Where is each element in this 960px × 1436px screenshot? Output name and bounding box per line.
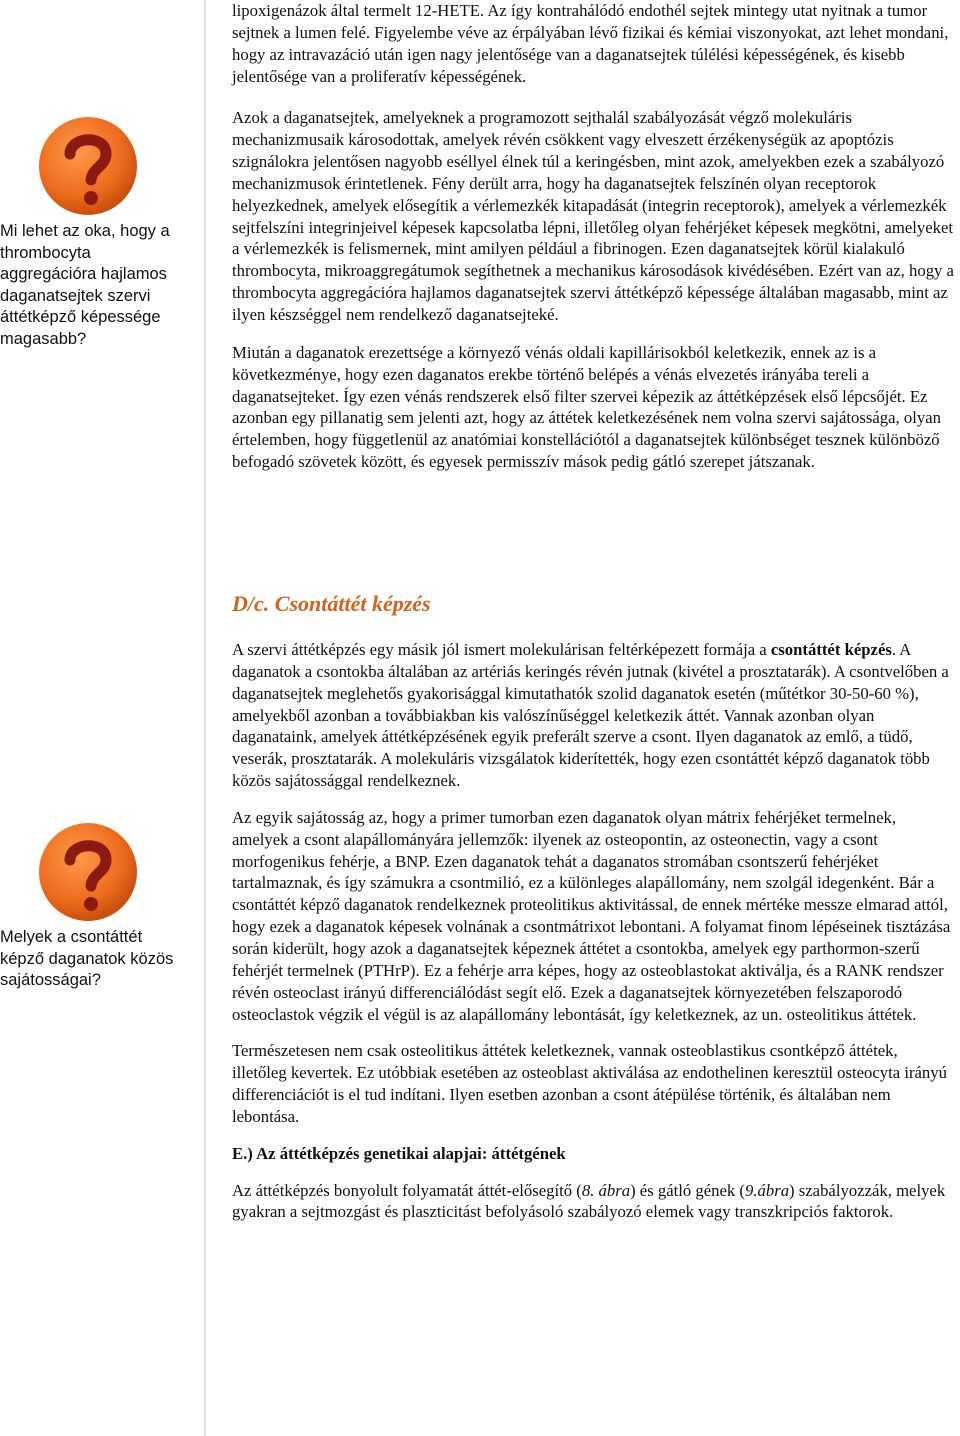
section-heading: D/c. Csontáttét képzés — [232, 591, 431, 616]
text-run: Az áttétképzés bonyolult folyamatát áttét-elősegítő ( — [232, 1180, 582, 1200]
main-section-2 — [232, 639, 956, 1223]
bold-term: csontáttét képzés — [770, 640, 892, 659]
paragraph — [232, 1180, 956, 1224]
figure-reference: 9.ábra — [745, 1180, 790, 1200]
paragraph: Az egyik sajátosság az, hogy a primer tumorban ezen daganatok olyan mátrix fehérjéket termelnek, amelyek a csont alapállományára jellemzők: ilyenek az osteopontin, az osteonectin, vagy a csont morfogenikus fehérje, a BNP. Ezen daganatok tehát a daganatos stromában csontszerű fehérjéket tartalmaznak, és így számukra a csontmilió, ez a különleges alapállomány, nem szolgál idegenként. Bár a csontáttét képző daganatok rendelkeznek proteolitikus aktivitással, de ennek mértéke messze elmarad attól, hogy ezek a daganatok képesek volnának a csontmátrixot lebontani. A folyamat finom lépéseinek tisztázása során kiderült, hogy azok a daganatsejtek képeznek áttétet a csontokba, amelyek egy parthormon-szerű fehérjét termelnek (PTHrP). Ez a fehérje arra képes, hogy az osteoblastokat aktiválja, és a RANK rendszer révén osteoclast irányú differenciálódást segít elő. Ezek a daganatsejtek környezetében felszaporodó osteoclastok végzik el végül is az alapállomány lebontását, így keletkeznek, az un. osteolitikus áttétek. — [232, 807, 951, 1024]
main-section-1 — [232, 0, 956, 473]
question-mark-icon — [36, 820, 140, 924]
paragraph: lipoxigenázok által termelt 12-HETE. Az így kontrahálódó endothél sejtek mintegy utat nyitnak a tumor sejtnek a lumen felé. Figyelembe véve az érpályában lévő fizikai és kémiai viszonyokat, azt lehet mondani, hogy az intravazáció után igen nagy jelentősége van a daganatsejtek túlélési képességének, és kisebb jelentősége van a proliferatív képességének. — [232, 1, 949, 86]
figure-reference: 8. ábra — [581, 1180, 631, 1200]
sidebar-question-text: Melyek a csontáttét képző daganatok közös sajátosságai? — [0, 928, 174, 990]
paragraph — [232, 639, 956, 792]
question-mark-icon — [36, 114, 140, 218]
text-run: ) szabályozzák, melyek gyakran a sejtmozgást és plaszticitást befolyásoló szabályozó elemek vagy transzkripciós faktorok. — [232, 1180, 946, 1222]
text-run: . A daganatok a csontokba általában az artériás keringés révén jutnak (kivétel a prosztatarák). A csontvelőben a daganatsejtek meglehetős gyakorisággal kimutathatók szolid daganatok esetén (műtétkor 30-50-60 %), amelyekből azonban a továbbiakban kis valószínűséggel keletkezik áttét. Vannak azonban olyan daganataink, amelyek áttétképzésének egyik preferált szerve a csont. Ilyen daganatok az emlő, a tüdő, veserák, prosztatarák. A molekuláris vizsgálatok kiderítették, hogy ezen csontáttét képző daganatok több közös sajátossággal rendelkeznek. — [232, 640, 949, 791]
sidebar-question-2 — [0, 820, 180, 992]
paragraph: Természetesen nem csak osteolitikus áttétek keletkeznek, vannak osteoblastikus csontképző áttétek, illetőleg kevertek. Ez utóbbiak esetében az osteoblast aktiválása az endothelinen keresztül osteocyta irányú differenciációt is el tud indítani. Ilyen esetben azonban a csont átépülése történik, és általában nem lebontása. — [232, 1041, 947, 1126]
column-divider — [204, 0, 206, 1436]
paragraph: Miután a daganatok erezettsége a környező vénás oldali kapillárisokból keletkezik, ennek az is a következménye, hogy ezen daganatos erekbe történő belépés a vénás elvezetés irányába tereli a daganatsejteket. Így ezen vénás rendszerek első filter szervei képezik az áttétképzések első lépcsőjét. Ez azonban egy pillanatig sem jelenti azt, hogy az áttétek keletkezésének nem volna szervi sajátossága, olyan értelemben, hogy függetlenül az anatómiai konstellációtól a daganatsejtek különbséget tesznek különböző befogadó szövetek között, és egyesek permisszív mások pedig gátló szerepet játszanak. — [232, 342, 941, 472]
sidebar-question-1 — [0, 114, 180, 351]
sidebar-question-text: Mi lehet az oka, hogy a thrombocyta aggregációra hajlamos daganatsejtek szervi áttétképző képessége magasabb? — [0, 222, 170, 348]
text-run: A szervi áttétképzés egy másik jól ismert molekulárisan feltérképezett formája a — [232, 640, 771, 659]
subsection-heading: E.) Az áttétképzés genetikai alapjai: áttétgének — [232, 1143, 566, 1163]
text-run: ) és gátló gének ( — [630, 1180, 745, 1200]
paragraph: Azok a daganatsejtek, amelyeknek a programozott sejthalál szabályozását végző molekuláris mechanizmusaik károsodottak, amelyek révén csökkent vagy elveszett érzékenységük az apoptózis szignálokra jelentősen nagyobb eséllyel élnek túl a keringésben, mint azok, amelyekben ezek a szabályozó mechanizmusok érintetlenek. Fény derült arra, hogy ha daganatsejtek felszínén olyan receptorok helyezkednek, amelyek elősegítik a vérlemezkék kitapadását (integrin receptorok), amelyek a vérlemezkék sejtfelszíni integrinjeivel képesek kapcsolatba lépni, illetőleg olyan fehérjéket képesek megkötni, amelyeket a vérlemezkék is felismernek, mint amilyen például a fibrinogen. Ezen daganatsejtek körül kialakuló thrombocyta, mikroaggregátumok segíthetnek a mechanikus károsodások kivédésében. Ezért van az, hogy a thrombocyta aggregációra hajlamos daganatsejtek szervi áttétképző képessége általában magasabb, mint az ilyen készséggel nem rendelkező daganatsejteké. — [232, 108, 954, 324]
